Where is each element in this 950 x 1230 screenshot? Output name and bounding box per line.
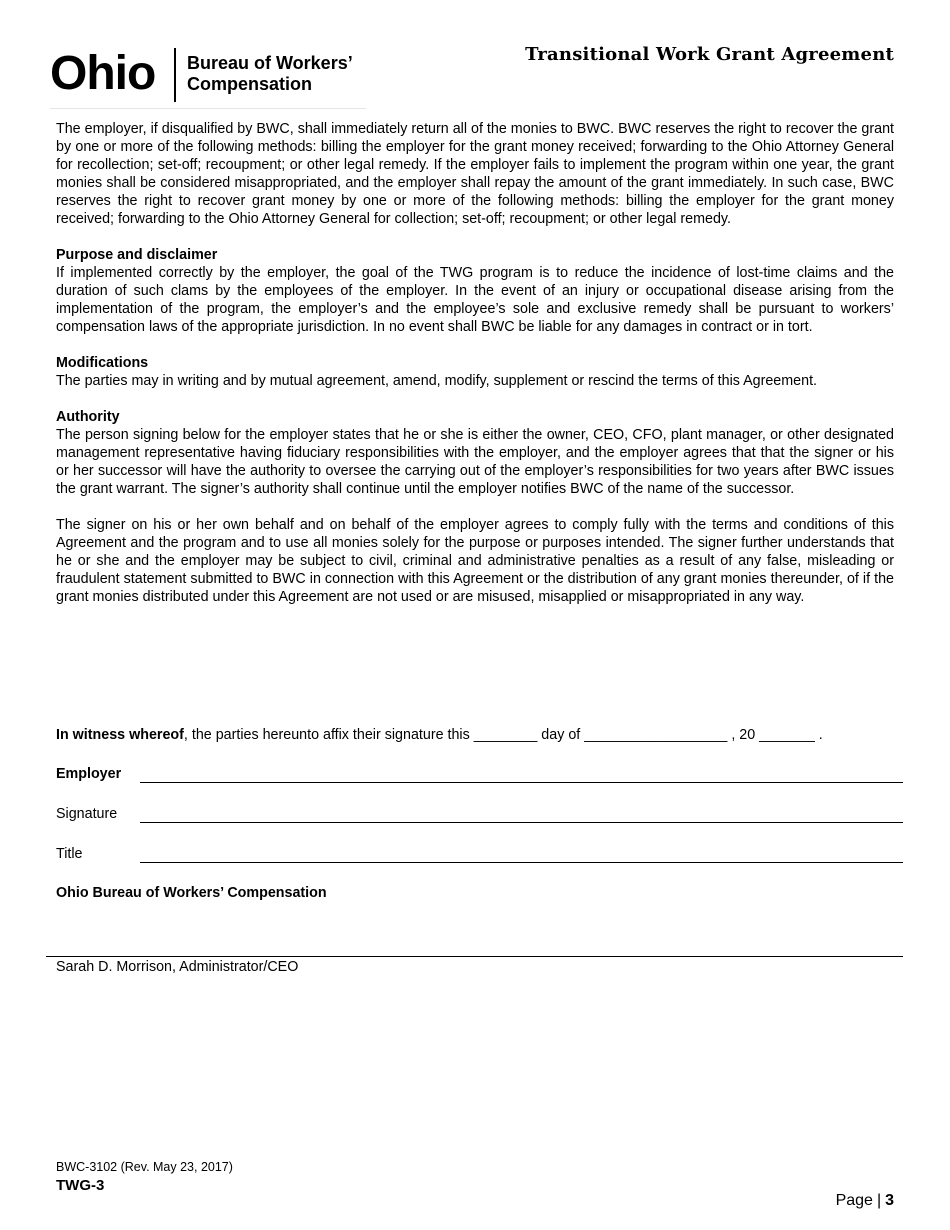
intro-paragraph: The employer, if disqualified by BWC, shall immediately return all of the monies to BWC. BWC reserves the right to recover the grant by one or more of the following methods: billing the employer for the grant money received; forwarding to the Ohio Attorney General for recollection; set-off; recoupment; or other legal remedy. If the employer fails to implement the program within one year, the grant monies shall be considered misappropriated, and the employer shall repay the amount of the grant immediately. In such case, BWC reserves the right to recover grant money by one or more of the following methods: billing the employer for the grant money received; forwarding to the Ohio Attorney General for collection; set-off; recoupment; or other legal remedy. xyxy=(56,121,894,227)
page-indicator xyxy=(836,1192,894,1210)
witness-rest: , the parties hereunto affix their signature this ________ day of __________________ , 20 _______ . xyxy=(183,727,823,743)
signature-field-line[interactable] xyxy=(140,822,903,823)
title-label: Title xyxy=(56,846,83,862)
logo-bureau-line2: Compensation xyxy=(187,74,313,94)
modifications-paragraph: The parties may in writing and by mutual agreement, amend, modify, supplement or rescind the terms of this Agreement. xyxy=(56,373,818,389)
employer-label: Employer xyxy=(56,766,122,782)
agreement-body xyxy=(56,120,894,624)
document-title: Transitional Work Grant Agreement xyxy=(525,44,894,65)
ohio-bwc-logo xyxy=(50,46,366,110)
logo-underline xyxy=(50,108,366,109)
form-number: BWC-3102 (Rev. May 23, 2017) xyxy=(56,1160,233,1174)
bwc-signatory-label: Ohio Bureau of Workers’ Compensation xyxy=(56,885,327,901)
title-field-line[interactable] xyxy=(140,862,903,863)
logo-bureau-name xyxy=(187,53,353,95)
signer-paragraph: The signer on his or her own behalf and on behalf of the employer agrees to comply fully with the terms and conditions of this Agreement and the program and to use all monies solely for the purpose or purposes intended. The signer further understands that he or she and the employer may be subject to civil, criminal and administrative penalties as a result of any false, misleading or fraudulent statement submitted to BWC in connection with this Agreement or the distribution of any grant monies thereunder, of if the grant monies distributed under this Agreement are not used or are misused, misapplied or misappropriated in any way. xyxy=(56,517,894,605)
witness-bold: In witness whereof xyxy=(56,727,184,743)
administrator-name: Sarah D. Morrison, Administrator/CEO xyxy=(56,959,299,975)
witness-statement xyxy=(56,726,823,744)
modifications-heading: Modifications xyxy=(56,355,149,371)
administrator-signature-line xyxy=(46,956,903,957)
page-separator: | xyxy=(876,1192,882,1209)
purpose-heading: Purpose and disclaimer xyxy=(56,247,218,263)
logo-bureau-line1: Bureau of Workers’ xyxy=(187,53,353,73)
logo-divider xyxy=(174,48,176,102)
authority-paragraph: The person signing below for the employer states that he or she is either the owner, CEO, CFO, plant manager, or other designated management representative having fiduciary responsibilities with the employer, and the employer agrees that that the signer or his or her successor will have the authority to oversee the carrying out of the employer’s responsibilities for two years after BWC issues the grant warrant. The signer’s authority shall continue until the employer notifies BWC of the name of the successor. xyxy=(56,427,894,497)
form-code: TWG-3 xyxy=(56,1177,105,1194)
page-number: 3 xyxy=(885,1192,894,1209)
employer-field-line[interactable] xyxy=(140,782,903,783)
logo-ohio-wordmark: Ohio xyxy=(50,47,156,100)
purpose-paragraph: If implemented correctly by the employer, the goal of the TWG program is to reduce the incidence of lost-time claims and the duration of such clams by the employees of the employer. In the event of an injury or occupational disease arising from the implementation of the program, the employer’s and the employee’s sole and exclusive remedy shall be pursuant to workers’ compensation laws of the appropriate jurisdiction. In no event shall BWC be liable for any damages in contract or in tort. xyxy=(56,265,894,335)
signature-label: Signature xyxy=(56,806,118,822)
authority-heading: Authority xyxy=(56,409,120,425)
page-label: Page xyxy=(835,1192,873,1209)
